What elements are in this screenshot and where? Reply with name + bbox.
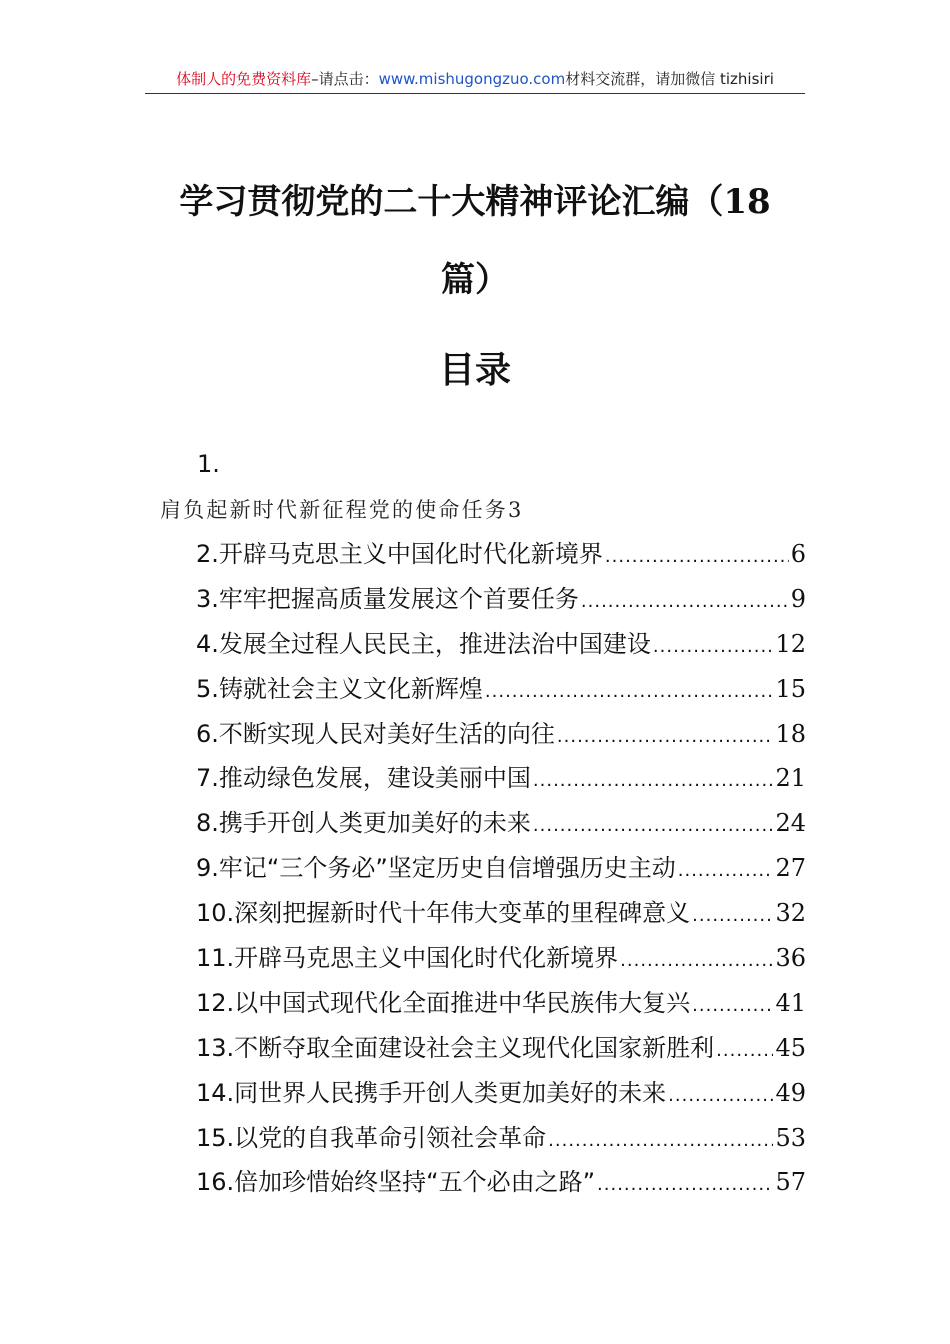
- toc-dot-leader: [692, 894, 773, 936]
- toc-entry-label: 16.倍加珍惜始终坚持“五个必由之路”: [196, 1168, 596, 1197]
- toc-entry-1-text[interactable]: 肩负起新时代新征程党的使命任务3: [160, 498, 524, 522]
- toc-entry[interactable]: [196, 756, 806, 801]
- toc-entry-label: 14.同世界人民携手开创人类更加美好的未来: [196, 1078, 667, 1107]
- toc-entry-label: 7.推动绿色发展，建设美丽中国: [196, 764, 531, 793]
- toc-entry-page: 15: [775, 674, 806, 703]
- toc-entry[interactable]: [196, 1160, 806, 1205]
- toc-heading: 目录: [438, 349, 511, 391]
- toc-dot-leader: [548, 1119, 773, 1161]
- toc-entry-page: 53: [775, 1123, 806, 1152]
- toc-dot-leader: [485, 670, 774, 712]
- toc-entry-label: 8.携手开创人类更加美好的未来: [196, 809, 531, 838]
- toc-entry-page: 45: [775, 1033, 806, 1062]
- document-title: [160, 163, 790, 319]
- header-brand: 体制人的免费资料库: [176, 70, 312, 88]
- toc-entry-page: 41: [775, 988, 806, 1017]
- toc-dot-leader: [557, 715, 774, 757]
- document-title-line-2: 篇）: [441, 260, 509, 300]
- toc-entry-page: 57: [775, 1168, 806, 1197]
- toc-entry-1-number: 1.: [197, 450, 220, 478]
- header-contact-note: 材料交流群，请加微信 tizhisiri: [565, 70, 774, 88]
- toc-dot-leader: [581, 580, 789, 622]
- toc-entry-page: 18: [775, 719, 806, 748]
- toc-entry[interactable]: [196, 801, 806, 846]
- toc-entry-page: 49: [775, 1078, 806, 1107]
- page-header: [145, 68, 805, 90]
- toc-entry-label: 5.铸就社会主义文化新辉煌: [196, 674, 483, 703]
- document-title-line-1: 学习贯彻党的二十大精神评论汇编（18: [179, 182, 771, 222]
- toc-dot-leader: [653, 625, 774, 667]
- toc-entry[interactable]: [196, 1026, 806, 1071]
- toc-entry[interactable]: [196, 712, 806, 757]
- toc-entry-page: 21: [775, 764, 806, 793]
- toc-entry-label: 6.不断实现人民对美好生活的向往: [196, 719, 555, 748]
- toc-entry[interactable]: [196, 622, 806, 667]
- toc-entry[interactable]: [196, 532, 806, 577]
- toc-dot-leader: [668, 1074, 773, 1116]
- toc-entry-label: 2.开辟马克思主义中国化时代化新境界: [196, 540, 603, 568]
- toc-entry-page: 27: [775, 854, 806, 883]
- toc-entry-page: 9: [790, 584, 806, 613]
- toc-list: [196, 532, 806, 1205]
- header-website-link[interactable]: www.mishugongzuo.com: [378, 70, 566, 88]
- header-prompt: –请点击：: [311, 70, 379, 88]
- toc-entry[interactable]: [196, 846, 806, 891]
- toc-dot-leader: [533, 759, 774, 801]
- toc-entry-label: 3.牢牢把握高质量发展这个首要任务: [196, 584, 579, 613]
- toc-entry-label: 4.发展全过程人民民主，推进法治中国建设: [196, 629, 651, 658]
- toc-entry[interactable]: [196, 667, 806, 712]
- toc-entry[interactable]: [196, 936, 806, 981]
- toc-entry-label: 13.不断夺取全面建设社会主义现代化国家新胜利: [196, 1033, 715, 1062]
- toc-dot-leader: [692, 984, 773, 1026]
- toc-entry[interactable]: [196, 891, 806, 936]
- toc-entry-page: 24: [775, 809, 806, 838]
- toc-dot-leader: [597, 1163, 773, 1205]
- toc-entry[interactable]: [196, 1071, 806, 1116]
- toc-dot-leader: [620, 939, 773, 981]
- toc-entry[interactable]: [196, 1116, 806, 1161]
- toc-entry[interactable]: [196, 577, 806, 622]
- toc-entry-page: 36: [775, 944, 806, 973]
- toc-entry[interactable]: [196, 981, 806, 1026]
- toc-dot-leader: [678, 849, 774, 891]
- toc-dot-leader: [605, 535, 789, 577]
- toc-dot-leader: [716, 1029, 773, 1071]
- toc-entry-label: 9.牢记“三个务必”坚定历史自信增强历史主动: [196, 854, 676, 883]
- toc-entry-label: 15.以党的自我革命引领社会革命: [196, 1123, 547, 1152]
- toc-dot-leader: [533, 804, 774, 846]
- toc-entry-label: 12.以中国式现代化全面推进中华民族伟大复兴: [196, 988, 691, 1017]
- toc-entry-page: 32: [775, 899, 806, 928]
- header-divider: [145, 93, 805, 94]
- toc-entry-label: 10.深刻把握新时代十年伟大变革的里程碑意义: [196, 899, 691, 928]
- toc-entry-label: 11.开辟马克思主义中国化时代化新境界: [196, 944, 619, 973]
- toc-entry-page: 12: [775, 629, 806, 658]
- toc-entry-page: 6: [790, 540, 806, 568]
